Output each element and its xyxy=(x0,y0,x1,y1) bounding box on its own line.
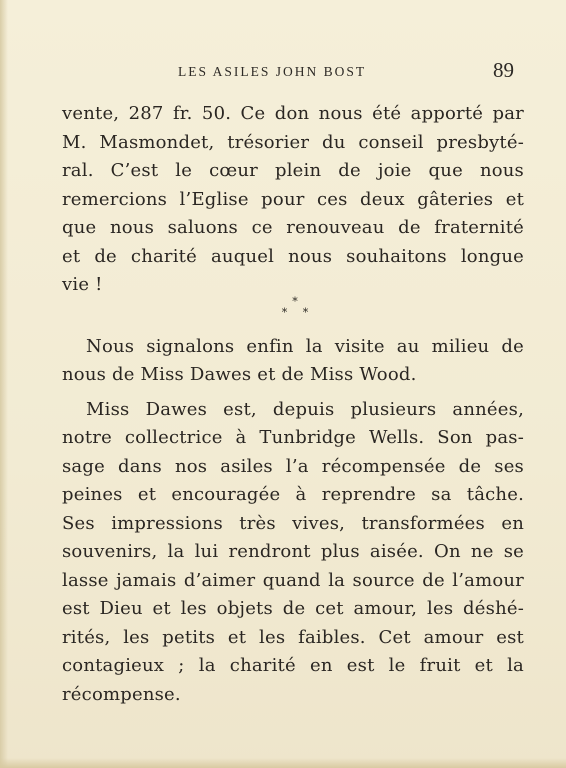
text-line: vente, 287 fr. 50. Ce don nous été apporté par xyxy=(62,103,524,124)
paragraph xyxy=(62,396,524,710)
body-text xyxy=(62,100,524,709)
text-line: lasse jamais d’aimer quand la source de l’amour xyxy=(62,569,524,591)
text-line: récompense. xyxy=(62,683,181,705)
text-line: M. Masmondet, trésorier du conseil presbyté- xyxy=(62,131,524,153)
text-line: peines et encouragée à reprendre sa tâche. xyxy=(62,484,524,505)
text-line: ral. C’est le cœur plein de joie que nous xyxy=(62,160,524,181)
text-line: et de charité auquel nous souhaitons longue xyxy=(62,245,524,267)
text-line: Miss Dawes est, depuis plusieurs années, xyxy=(86,398,524,420)
page-bottom-shadow xyxy=(0,758,566,768)
text-line: Ses impressions très vives, transformées en xyxy=(62,512,524,534)
text-line: vie ! xyxy=(62,274,103,295)
text-line: rités, les petits et les faibles. Cet amour est xyxy=(62,626,524,648)
text-line: notre collectrice à Tunbridge Wells. Son pas- xyxy=(62,427,524,448)
text-line: contagieux ; la charité en est le fruit et la xyxy=(62,655,524,676)
asterism-bottom: * * xyxy=(281,306,315,319)
text-line: nous de Miss Dawes et de Miss Wood. xyxy=(62,364,417,385)
page-number: 89 xyxy=(493,58,514,82)
text-line: sage dans nos asiles l’a récompensée de ses xyxy=(62,455,524,477)
text-line: remercions l’Eglise pour ces deux gâteries et xyxy=(62,188,524,210)
page-edge-shadow xyxy=(0,0,8,768)
paragraph xyxy=(62,333,524,390)
asterism-top: * xyxy=(292,295,298,308)
paragraph xyxy=(62,100,524,300)
text-line: souvenirs, la lui rendront plus aisée. On ne se xyxy=(62,541,524,562)
running-title: LES ASILES JOHN BOST xyxy=(178,64,367,79)
text-line: est Dieu et les objets de cet amour, les déshé- xyxy=(62,598,524,619)
section-separator-asterism xyxy=(275,296,315,326)
text-line: Nous signalons enfin la visite au milieu de xyxy=(86,335,524,357)
page-header xyxy=(60,60,522,88)
text-line: que nous saluons ce renouveau de fraternité xyxy=(62,217,524,238)
